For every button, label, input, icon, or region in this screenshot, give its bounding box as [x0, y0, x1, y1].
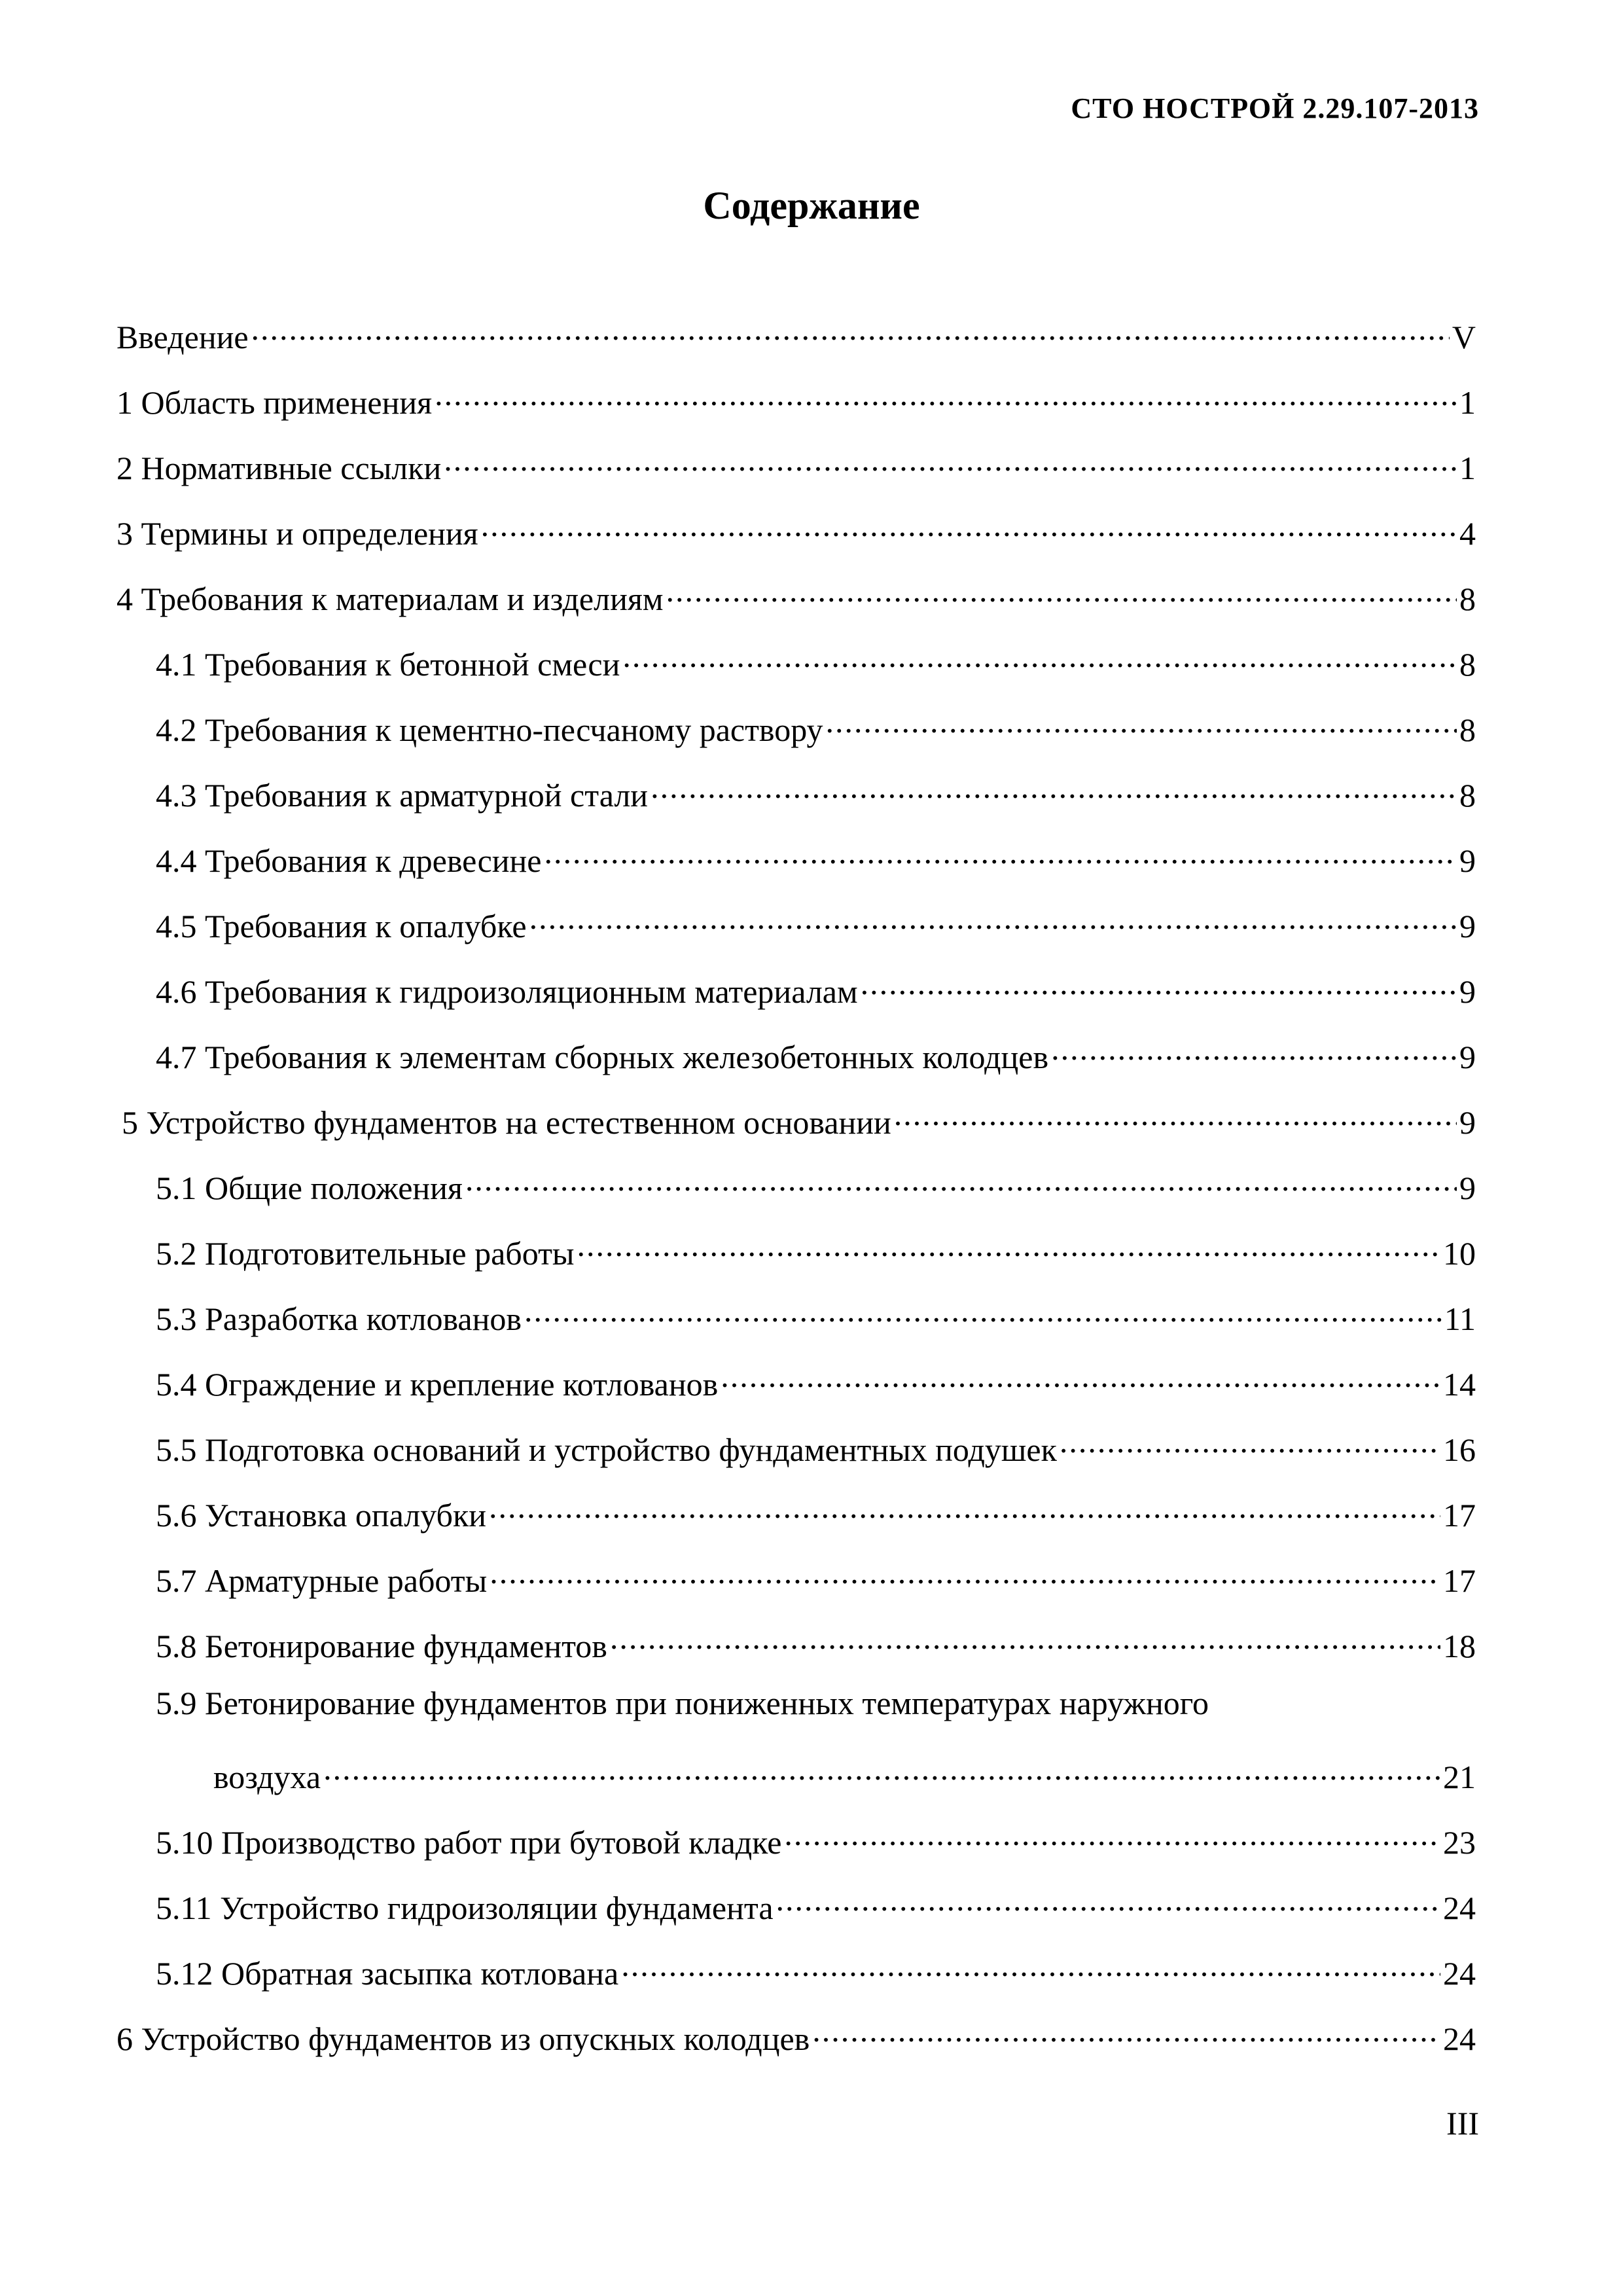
toc-entry-page: 24 [1443, 1890, 1476, 1926]
toc-entry-page: 16 [1443, 1431, 1476, 1468]
dot-leader [465, 1160, 1457, 1199]
dot-leader [812, 2011, 1440, 2050]
toc-entry-5-12[interactable] [156, 1945, 1476, 1992]
dot-leader [651, 767, 1457, 806]
toc-entry-page: 9 [1459, 1104, 1476, 1141]
toc-entry-label: 5.2 Подготовительные работы [156, 1235, 575, 1272]
dot-leader [622, 636, 1457, 675]
toc-entry-label: 6 Устройство фундаментов из опускных колодцев [116, 2020, 810, 2057]
toc-entry-page: 18 [1443, 1628, 1476, 1664]
toc-entry-label-continuation: воздуха [213, 1759, 321, 1795]
toc-entry-page: 11 [1444, 1300, 1476, 1337]
dot-leader [577, 1225, 1440, 1265]
toc-entry-page: 17 [1443, 1562, 1476, 1599]
toc-entry-5-11[interactable] [156, 1880, 1476, 1926]
toc-entry-4-7[interactable] [156, 1029, 1476, 1075]
toc-entry-5-1[interactable] [156, 1160, 1476, 1206]
dot-leader [323, 1749, 1440, 1788]
toc-entry-5-6[interactable] [156, 1487, 1476, 1534]
dot-leader [826, 702, 1457, 741]
toc-entry-page: 9 [1459, 1170, 1476, 1206]
dot-leader [1060, 1422, 1440, 1461]
document-code: СТО НОСТРОЙ 2.29.107-2013 [1071, 92, 1479, 124]
toc-entry-5-2[interactable] [156, 1225, 1476, 1272]
toc-entry-4-5[interactable] [156, 898, 1476, 944]
toc-entry-label: Введение [116, 319, 249, 355]
toc-entry-label: 4.5 Требования к опалубке [156, 908, 527, 944]
dot-leader [524, 1291, 1442, 1330]
toc-entry-label: 4 Требования к материалам и изделиям [116, 581, 664, 617]
toc-entry-5[interactable] [122, 1094, 1476, 1141]
toc-entry-page: 8 [1459, 777, 1476, 814]
toc-entry-page: 8 [1459, 711, 1476, 748]
toc-entry-introduction[interactable] [116, 309, 1476, 355]
toc-entry-1[interactable] [116, 374, 1476, 421]
toc-entry-page: 9 [1459, 973, 1476, 1010]
toc-entry-4-4[interactable] [156, 833, 1476, 879]
page-number: III [1446, 2105, 1479, 2142]
toc-entry-page: 9 [1459, 842, 1476, 879]
dot-leader [251, 309, 1450, 348]
toc-entry-6[interactable] [116, 2011, 1476, 2057]
toc-entry-page: 9 [1459, 1039, 1476, 1075]
toc-entry-label: 5.1 Общие положения [156, 1170, 463, 1206]
dot-leader [489, 1487, 1440, 1526]
toc-entry-5-3[interactable] [156, 1291, 1476, 1337]
toc-entry-5-10[interactable] [156, 1814, 1476, 1861]
toc-entry-label: 5.11 Устройство гидроизоляции фундамента [156, 1890, 774, 1926]
toc-entry-page: 1 [1459, 384, 1476, 421]
toc-entry-label: 5.12 Обратная засыпка котлована [156, 1955, 619, 1992]
toc-entry-page: 8 [1459, 646, 1476, 683]
dot-leader [481, 505, 1457, 545]
toc-entry-label: 4.2 Требования к цементно-песчаному раствору [156, 711, 823, 748]
toc-entry-2[interactable] [116, 440, 1476, 486]
toc-entry-4-1[interactable] [156, 636, 1476, 683]
toc-entry-5-8[interactable] [156, 1618, 1476, 1664]
toc-entry-page: 21 [1443, 1759, 1476, 1795]
toc-entry-4-6[interactable] [156, 963, 1476, 1010]
dot-leader [621, 1945, 1440, 1984]
dot-leader [894, 1094, 1457, 1134]
toc-entry-5-4[interactable] [156, 1356, 1476, 1403]
toc-entry-5-7[interactable] [156, 1552, 1476, 1599]
toc-entry-label: 5.6 Установка опалубки [156, 1497, 487, 1534]
toc-entry-label: 5.8 Бетонирование фундаментов [156, 1628, 607, 1664]
toc-entry-label: 4.3 Требования к арматурной стали [156, 777, 649, 814]
toc-entry-label: 4.7 Требования к элементам сборных железобетонных колодцев [156, 1039, 1049, 1075]
toc-entry-4-2[interactable] [156, 702, 1476, 748]
dot-leader [490, 1552, 1440, 1592]
toc-entry-4-3[interactable] [156, 767, 1476, 814]
toc-entry-5-9[interactable] [213, 1749, 1476, 1795]
toc-entry-label: 2 Нормативные ссылки [116, 450, 442, 486]
toc-entry-label: 1 Область применения [116, 384, 433, 421]
toc-entry-label: 5.3 Разработка котлованов [156, 1300, 522, 1337]
toc-entry-label: 5.10 Производство работ при бутовой кладке [156, 1824, 782, 1861]
toc-entry-label: 4.6 Требования к гидроизоляционным материалам [156, 973, 858, 1010]
dot-leader [529, 898, 1457, 937]
toc-entry-page: 23 [1443, 1824, 1476, 1861]
toc-entry-page: 17 [1443, 1497, 1476, 1534]
toc-entry-label: 5 Устройство фундаментов на естественном основании [122, 1104, 891, 1141]
toc-entry-page: 24 [1443, 1955, 1476, 1992]
toc-entry-page: 10 [1443, 1235, 1476, 1272]
toc-entry-5-5[interactable] [156, 1422, 1476, 1468]
toc-entry-page: 9 [1459, 908, 1476, 944]
toc-entry-label: 5.4 Ограждение и крепление котлованов [156, 1366, 719, 1403]
dot-leader [1051, 1029, 1457, 1068]
toc-entry-4[interactable] [116, 571, 1476, 617]
toc-entry-label: 4.1 Требования к бетонной смеси [156, 646, 620, 683]
dot-leader [776, 1880, 1440, 1919]
toc-entry-label: 5.5 Подготовка оснований и устройство фундаментных подушек [156, 1431, 1057, 1468]
toc-entry-page: 14 [1443, 1366, 1476, 1403]
toc-entry-page: 1 [1459, 450, 1476, 486]
toc-entry-3[interactable] [116, 505, 1476, 552]
toc-entry-label: 3 Термины и определения [116, 515, 478, 552]
toc-entry-label: 5.7 Арматурные работы [156, 1562, 488, 1599]
toc-entry-page: 8 [1459, 581, 1476, 617]
toc-entry-5-9-label[interactable]: 5.9 Бетонирование фундаментов при пониженных температурах наружного [156, 1685, 1209, 1721]
dot-leader [721, 1356, 1440, 1395]
dot-leader [784, 1814, 1440, 1854]
dot-leader [444, 440, 1457, 479]
toc-entry-page: V [1452, 319, 1476, 355]
toc-entry-page: 24 [1443, 2020, 1476, 2057]
dot-leader [435, 374, 1457, 414]
toc-entry-page: 4 [1459, 515, 1476, 552]
dot-leader [666, 571, 1457, 610]
toc-entry-label: 4.4 Требования к древесине [156, 842, 542, 879]
dot-leader [544, 833, 1457, 872]
dot-leader [610, 1618, 1440, 1657]
page-title: Содержание [703, 184, 920, 227]
dot-leader [861, 963, 1457, 1003]
